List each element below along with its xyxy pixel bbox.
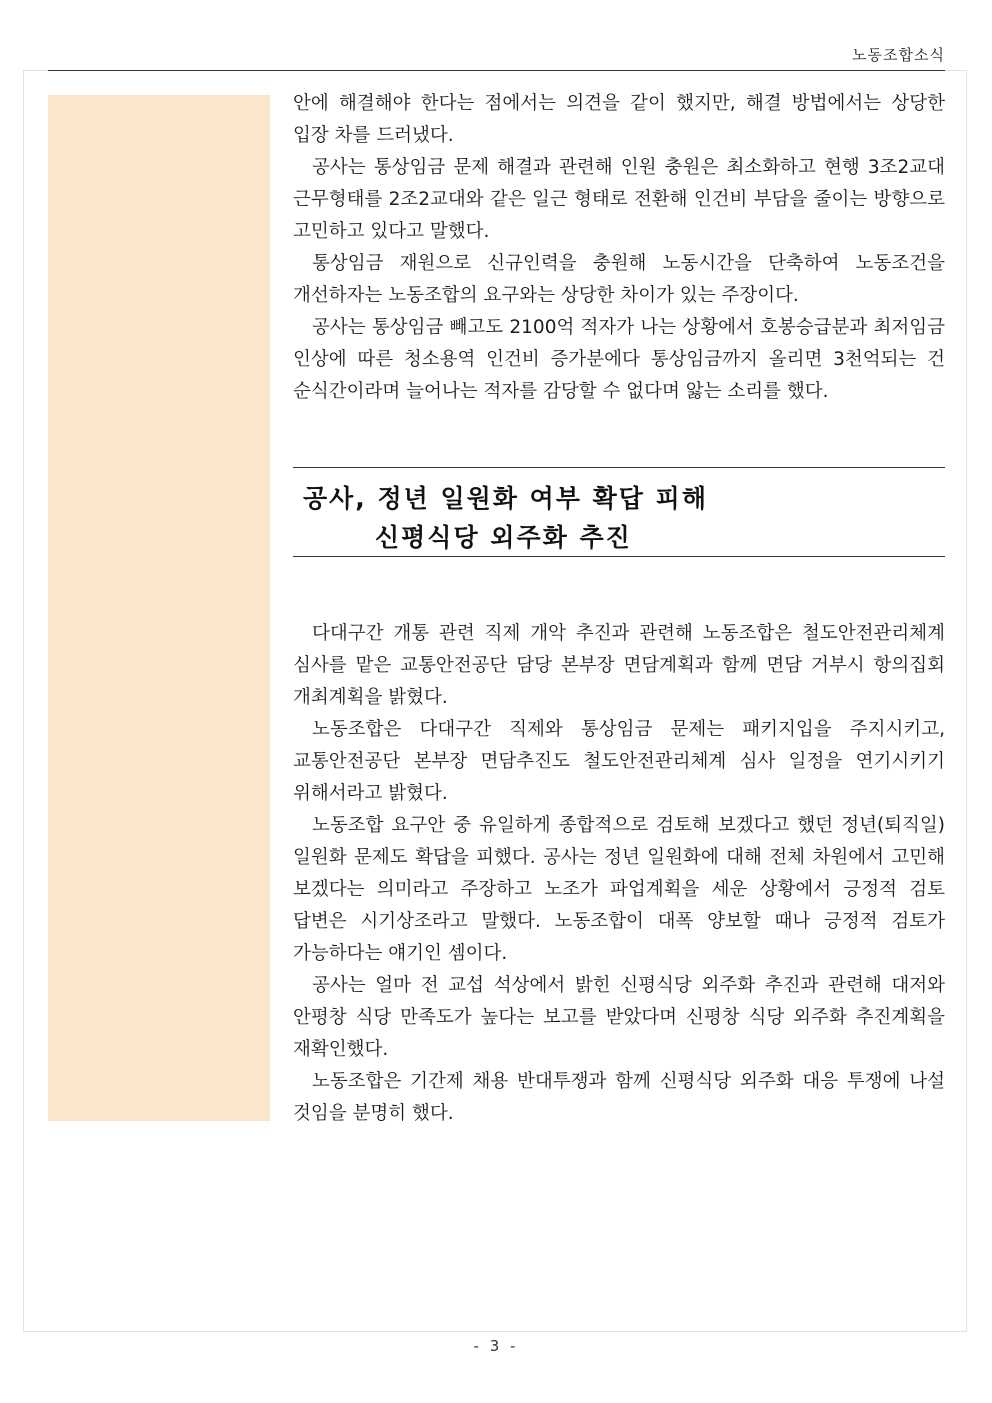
article-paragraph: 안에 해결해야 한다는 점에서는 의견을 같이 했지만, 해결 방법에서는 상당한 입장 차를 드러냈다. [293, 93, 945, 146]
article-paragraph: 노동조합 요구안 중 유일하게 종합적으로 검토해 보겠다고 했던 정년(퇴직일) 일원화 문제도 확답을 피했다. 공사는 정년 일원화에 대해 전체 차원에서 고민해 보겠다는 의미라고 주장하고 노조가 파업계획을 세운 상황에서 긍정적 검토 답변은 시기상조라고 말했다. 노동조합이 대폭 양보할 때나 긍정적 검토가 가능하다는 얘기인 셈이다. [293, 815, 945, 964]
article-bottom [293, 618, 945, 1130]
article-paragraph: 노동조합은 기간제 채용 반대투쟁과 함께 신평식당 외주화 대응 투쟁에 나설 것임을 분명히 했다. [293, 1071, 945, 1124]
article-paragraph: 공사는 통상임금 문제 해결과 관련해 인원 충원은 최소화하고 현행 3조2교대 근무형태를 2조2교대와 같은 일근 형태로 전환해 인건비 부담을 줄이는 방향으로 고민하고 있다고 말했다. [293, 157, 945, 242]
header-title: 노동조합소식 [852, 46, 945, 64]
headline-line-1: 공사, 정년 일원화 여부 확답 피해 [303, 484, 708, 513]
article-paragraph: 다대구간 개통 관련 직제 개악 추진과 관련해 노동조합은 철도안전관리체계 심사를 맡은 교통안전공단 담당 본부장 면담계획과 함께 면담 거부시 항의집회 개최계획을 밝혔다. [293, 623, 945, 708]
article-paragraph: 공사는 통상임금 빼고도 2100억 적자가 나는 상황에서 호봉승급분과 최저임금 인상에 따른 청소용역 인건비 증가분에다 통상임금까지 올리면 3천억되는 건 순식간이라며 늘어나는 적자를 감당할 수 없다며 앓는 소리를 했다. [293, 317, 945, 402]
article-top [293, 88, 945, 408]
page-number: - 3 - [473, 1337, 519, 1355]
headline-box [293, 467, 945, 557]
article-paragraph: 공사는 얼마 전 교섭 석상에서 밝힌 신평식당 외주화 추진과 관련해 대저와 안평창 식당 만족도가 높다는 보고를 받았다며 신평창 식당 외주화 추진계획을 재확인했다. [293, 975, 945, 1060]
header-rule [48, 70, 945, 71]
sidebar-panel [48, 95, 270, 1121]
article-paragraph: 통상임금 재원으로 신규인력을 충원해 노동시간을 단축하여 노동조건을 개선하자는 노동조합의 요구와는 상당한 차이가 있는 주장이다. [293, 253, 945, 306]
article-paragraph: 노동조합은 다대구간 직제와 통상임금 문제는 패키지입을 주지시키고, 교통안전공단 본부장 면담추진도 철도안전관리체계 심사 일정을 연기시키기 위해서라고 밝혔다. [293, 719, 945, 804]
headline-line-2: 신평식당 외주화 추진 [375, 523, 632, 552]
